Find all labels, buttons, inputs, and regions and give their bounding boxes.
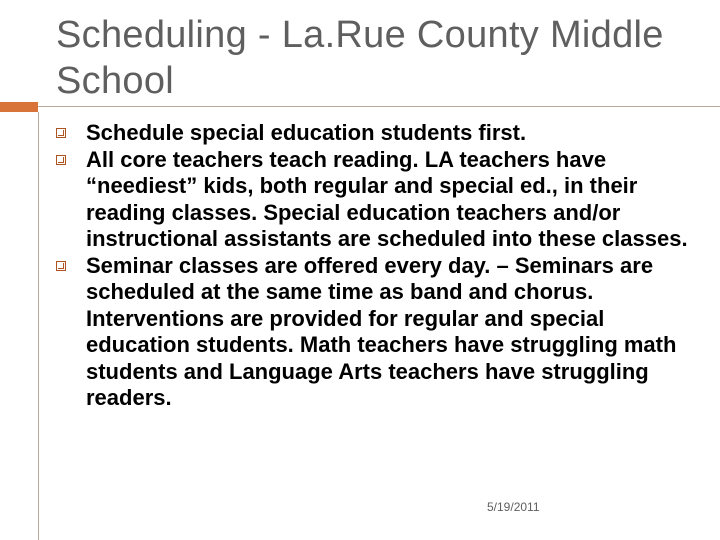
slide-title: Scheduling - La.Rue County Middle School xyxy=(56,14,664,102)
slide-date: 5/19/2011 xyxy=(487,500,540,514)
square-bullet-icon xyxy=(56,261,66,271)
bullet-list xyxy=(54,120,694,412)
bullet-text: All core teachers teach reading. LA teachers have “neediest” kids, both regular and special ed., in their reading classes. Special education teachers and/or instructional assistants are scheduled into these classes. xyxy=(86,146,688,251)
side-divider xyxy=(38,112,39,540)
bullet-item xyxy=(54,147,694,253)
bullet-item xyxy=(54,120,694,147)
title-accent-bar xyxy=(0,102,38,112)
square-bullet-icon xyxy=(56,128,66,138)
bullet-text: Seminar classes are offered every day. – Seminars are scheduled at the same time as band and chorus. Interventions are provided for regular and special education students. Math teachers have struggling math students and Language Arts teachers have struggling readers. xyxy=(86,252,677,410)
square-bullet-icon xyxy=(56,155,66,165)
bullet-item xyxy=(54,253,694,412)
bullet-text: Schedule special education students first. xyxy=(86,120,527,145)
title-divider xyxy=(38,106,720,107)
